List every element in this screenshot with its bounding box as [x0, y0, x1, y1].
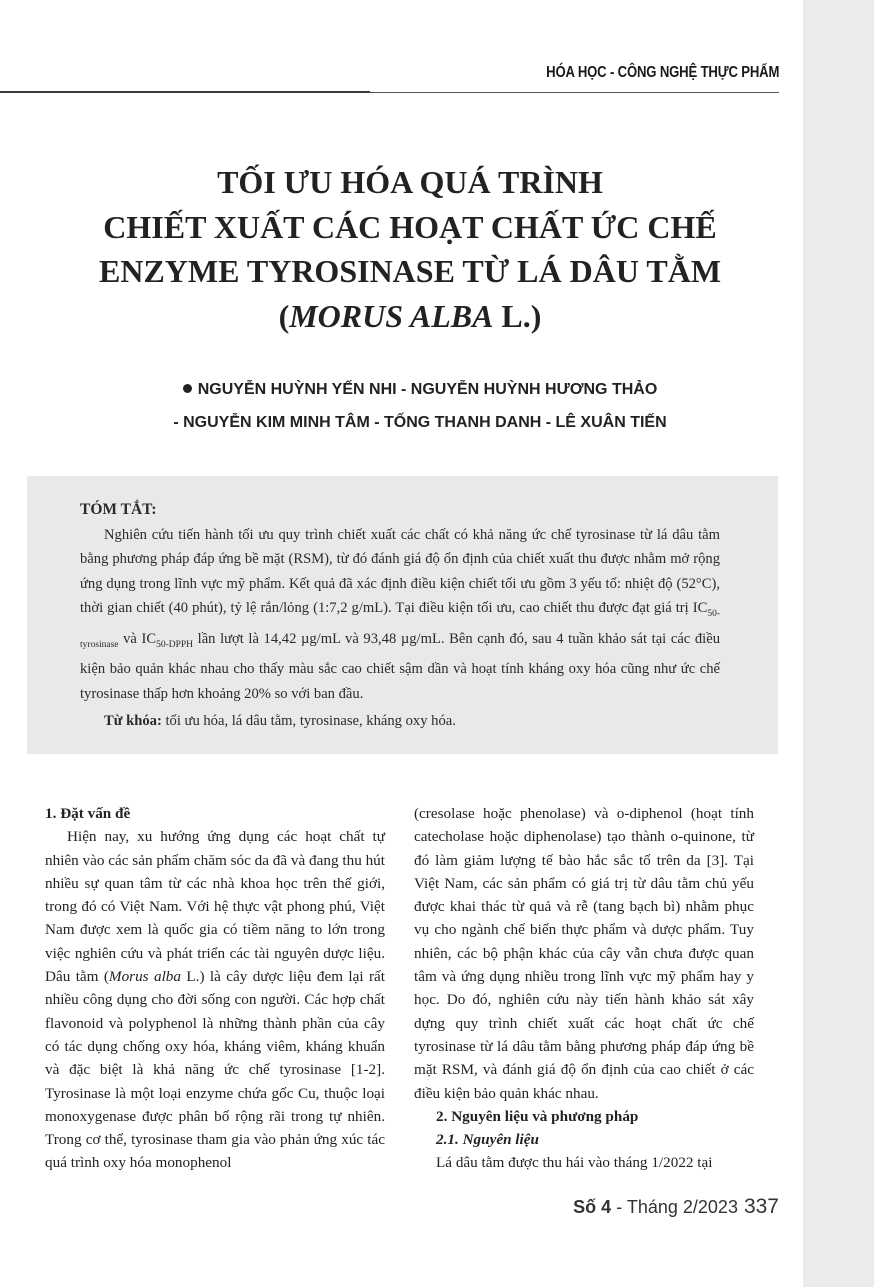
issue-number: Số 4 — [573, 1197, 612, 1217]
title-line-4 — [60, 294, 760, 339]
abstract-text-3: lần lượt là 14,42 µg/mL và 93,48 µg/mL. Bên cạnh đó, sau 4 tuần khảo sát tại các điều kiện bảo quản khác nhau cho thấy màu sắc cao chiết sậm dần và hoạt tính kháng oxy hóa cũng như ức chế tyrosinase thấp hơn khoảng 20% so với ban đầu. — [80, 630, 720, 702]
keywords-label: Từ khóa: — [104, 712, 162, 729]
species-name: Morus alba — [108, 968, 181, 986]
title-paren-close: L.) — [493, 297, 542, 334]
abstract-text-2: và IC — [118, 630, 157, 647]
bullet-icon — [183, 384, 192, 393]
header-rule-thick — [0, 91, 370, 93]
title-line-1: TỐI ƯU HÓA QUÁ TRÌNH — [217, 164, 603, 200]
article-title — [60, 160, 760, 338]
authors-line-1 — [130, 373, 710, 406]
header-rule-thin — [370, 92, 779, 93]
section-1-heading: 1. Đặt vấn đề — [45, 805, 131, 822]
body-paragraph — [45, 825, 385, 1174]
body-column-right — [414, 802, 754, 1175]
body-paragraph-materials: Lá dâu tằm được thu hái vào tháng 1/2022 tại — [436, 1154, 713, 1172]
body-column-left — [45, 802, 385, 1175]
title-line-2: CHIẾT XUẤT CÁC HOẠT CHẤT ỨC CHẾ — [103, 208, 717, 245]
title-species: MORUS ALBA — [289, 297, 494, 334]
abstract-text — [80, 523, 720, 707]
page-footer — [573, 1195, 779, 1219]
abstract-sub-tyrosinase: 50-tyrosinase — [80, 609, 720, 650]
page-number: 337 — [743, 1195, 779, 1218]
running-head: HÓA HỌC - CÔNG NGHỆ THỰC PHẨM — [545, 64, 779, 81]
abstract-sub-dpph: 50-DPPH — [156, 639, 194, 650]
page-edge-strip — [803, 0, 874, 1287]
paragraph-text-b: L.) là cây dược liệu đem lại rất nhiều công dụng cho đời sống con người. Các hợp chất flavonoid và polyphenol là những thành phần của cây có tác dụng chống oxy hóa, kháng viêm, kháng khuẩn và đặc biệt là khả năng ức chế tyrosinase [1-2]. Tyrosinase là một loại enzyme chứa gốc Cu, thuộc loại monoxygenase được phân bố rộng rãi trong tự nhiên. Trong cơ thể, tyrosinase tham gia vào phản ứng xúc tác quá trình oxy hóa monophenol — [45, 968, 385, 1172]
keywords-text: tối ưu hóa, lá dâu tằm, tyrosinase, kháng oxy hóa. — [161, 712, 456, 729]
abstract-text-1: Nghiên cứu tiến hành tối ưu quy trình chiết xuất các chất có khả năng ức chế tyrosinase từ lá dâu tằm bằng phương pháp đáp ứng bề mặt (RSM), từ đó đánh giá độ ổn định của chiết xuất thu được nhằm mở rộng ứng dụng trong lĩnh vực mỹ phẩm. Kết quả đã xác định điều kiện chiết tối ưu gồm 3 yếu tố: nhiệt độ (52°C), thời gian chiết (40 phút), tỷ lệ rắn/lỏng (1:7,2 g/mL). Tại điều kiện tối ưu, cao chiết thu được đạt giá trị IC — [80, 526, 720, 617]
title-paren-open: ( — [278, 297, 290, 334]
authors-line-1-text: NGUYỄN HUỲNH YẾN NHI - NGUYỄN HUỲNH HƯƠNG THẢO — [197, 381, 658, 398]
title-line-3: ENZYME TYROSINASE TỪ LÁ DÂU TẰM — [98, 253, 722, 289]
paragraph-text-a: Hiện nay, xu hướng ứng dụng các hoạt chất tự nhiên vào các sản phẩm chăm sóc da đã và đang thu hút nhiều sự quan tâm từ các nhà khoa học trên thế giới, trong đó có Việt Nam. Với hệ thực vật phong phú, Việt Nam được xem là quốc gia có tiềm năng to lớn trong việc nghiên cứu và phát triển các tài nguyên dược liệu. Dâu tằm ( — [45, 828, 385, 986]
author-list — [130, 373, 710, 439]
body-paragraph-continued: (cresolase hoặc phenolase) và o-diphenol (hoạt tính catecholase hoặc diphenolase) tạo thành o-quinone, từ đó làm giảm lượng tế bào hắc sắc tố trên da [3]. Tại Việt Nam, các sản phẩm có giá trị từ dâu tằm chủ yếu được khai thác từ quả và rễ (tang bạch bì) nhằm phục vụ cho ngành chế biến thực phẩm và dược phẩm. Tuy nhiên, các bộ phận khác của cây vẫn chưa được quan tâm và ứng dụng nhiều trong lĩnh vực mỹ phẩm hay y học. Do đó, nghiên cứu này tiến hành khảo sát xây dựng quy trình chiết xuất các hoạt chất ức chế tyrosinase từ lá dâu tằm bằng phương pháp đáp ứng bề mặt RSM, và đánh giá độ ổn định của cao chiết ở các điều kiện bảo quản khác nhau. — [414, 805, 754, 1102]
authors-line-2: - NGUYỄN KIM MINH TÂM - TỐNG THANH DANH - LÊ XUÂN TIẾN — [173, 414, 667, 431]
abstract-box — [27, 476, 778, 754]
abstract-content — [80, 498, 720, 733]
issue-date: - Tháng 2/2023 — [611, 1197, 738, 1217]
subsection-2-1-heading: 2.1. Nguyên liệu — [436, 1131, 539, 1149]
section-2-heading: 2. Nguyên liệu và phương pháp — [436, 1107, 639, 1125]
abstract-heading: TÓM TẮT: — [80, 501, 157, 518]
keywords — [80, 709, 720, 734]
